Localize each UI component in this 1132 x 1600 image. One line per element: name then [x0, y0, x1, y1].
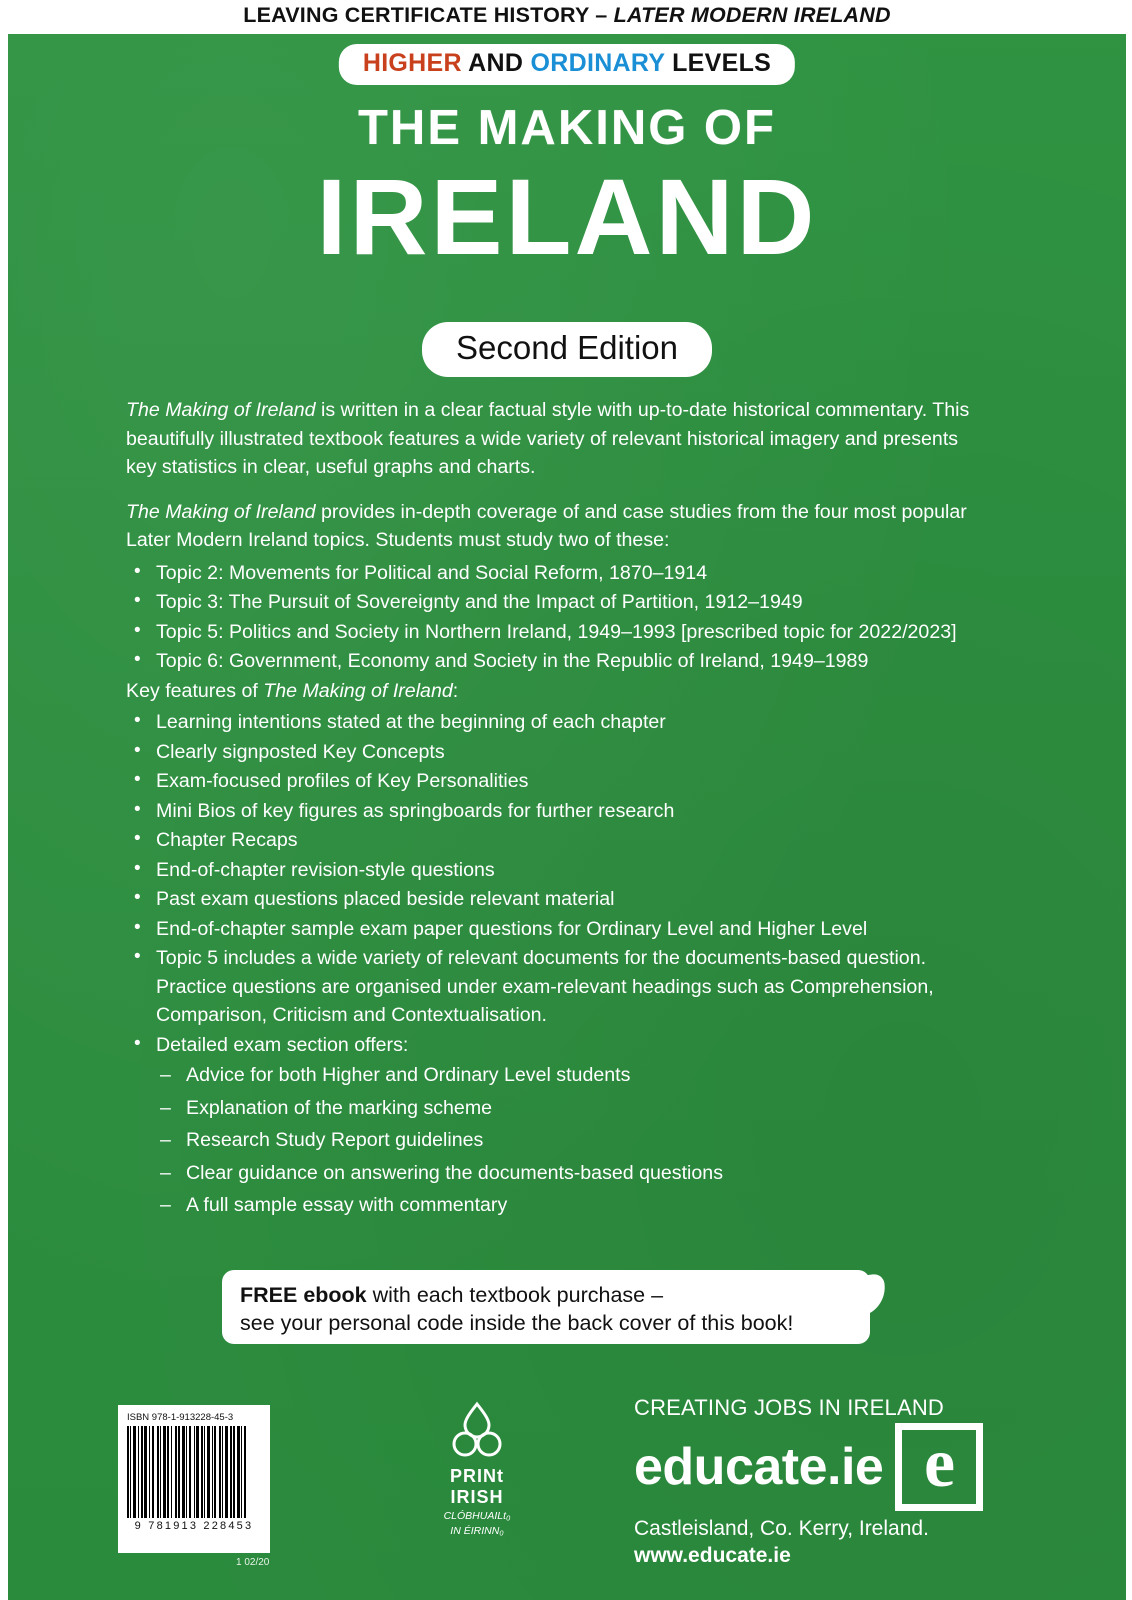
- list-item: • Learning intentions stated at the beginning of each chapter: [126, 708, 986, 737]
- list-item: • Past exam questions placed beside relevant material: [126, 885, 986, 914]
- blurb-paragraph-1: [126, 396, 986, 482]
- print-irish-line-2: IRISH: [450, 1487, 504, 1507]
- key-features-prefix: Key features of: [126, 679, 264, 702]
- blurb-p1-rest: is written in a clear factual style with up-to-date historical commentary. This beautifully illustrated textbook features a wide variety of relevant historical imagery and presents key statistics in clear, useful graphs and charts.: [126, 399, 970, 478]
- print-irish-line-1: PRINt: [450, 1466, 504, 1486]
- list-item: – A full sample essay with commentary: [156, 1191, 986, 1220]
- blurb-p1-title: The Making of Ireland: [126, 399, 316, 421]
- print-code: 1 02/20: [236, 1557, 270, 1568]
- list-item: • Topic 5: Politics and Society in Northern Ireland, 1949–1993 [prescribed topic for 2022/2023]: [126, 618, 986, 647]
- list-item: • Topic 5 includes a wide variety of relevant documents for the documents-based question. Practice questions are organised under exam-relevant headings such as Comprehension, Comparison, Criticism and Contextualisation.: [126, 944, 986, 1030]
- title-line-1: THE MAKING OF: [358, 101, 776, 155]
- series-title: [8, 3, 1126, 28]
- creating-jobs-tagline: CREATING JOBS IN IRELAND: [634, 1395, 944, 1420]
- print-irish-sub-2: IN ÉIRINN₀: [450, 1524, 504, 1537]
- key-features-heading: [126, 677, 986, 706]
- levels-and-label: AND: [461, 49, 531, 77]
- list-item: • Exam-focused profiles of Key Personalities: [126, 767, 986, 796]
- list-item: • Topic 3: The Pursuit of Sovereignty and the Impact of Partition, 1912–1949: [126, 588, 986, 617]
- levels-suffix-label: LEVELS: [664, 49, 772, 77]
- educate-e-letter: e: [924, 1425, 955, 1503]
- isbn-barcode-block: [118, 1405, 270, 1553]
- educate-e-mark-icon: [895, 1423, 983, 1511]
- levels-higher-label: HIGHER: [362, 49, 462, 77]
- ebook-bold-label: FREE ebook: [240, 1283, 367, 1307]
- edition-badge: Second Edition: [422, 322, 712, 377]
- book-back-cover: [8, 0, 1126, 1600]
- list-item: • End-of-chapter revision-style questions: [126, 856, 986, 885]
- ebook-line-2: see your personal code inside the back cover of this book!: [240, 1310, 794, 1335]
- list-item: – Explanation of the marking scheme: [156, 1094, 986, 1123]
- list-item: – Clear guidance on answering the documents-based questions: [156, 1159, 986, 1188]
- header-bar: [8, 0, 1126, 34]
- blurb-paragraph-2: [126, 498, 986, 555]
- exam-section-list: [156, 1061, 986, 1220]
- free-ebook-callout: [222, 1270, 870, 1344]
- book-title: [8, 101, 1126, 277]
- levels-ordinary-label: ORDINARY: [530, 49, 665, 77]
- topics-list: [126, 559, 986, 676]
- ebook-line-1-rest: with each textbook purchase –: [366, 1283, 664, 1307]
- list-item: • Topic 2: Movements for Political and Social Reform, 1870–1914: [126, 559, 986, 588]
- ebook-line-1: [240, 1282, 852, 1310]
- isbn-text: ISBN 978-1-913228-45-3: [127, 1412, 234, 1423]
- exam-section-label: Detailed exam section offers:: [156, 1033, 409, 1056]
- speech-bubble-tail-icon: [837, 1273, 888, 1319]
- blurb-p2-rest: provides in-depth coverage of and case studies from the four most popular Later Modern Ireland topics. Students must study two of these:: [126, 500, 967, 551]
- list-item: – Advice for both Higher and Ordinary Level students: [156, 1061, 986, 1090]
- levels-badge: [339, 44, 795, 85]
- publisher-website[interactable]: www.educate.ie: [634, 1544, 791, 1567]
- barcode-digits: 9 781913 228453: [134, 1520, 254, 1532]
- key-features-suffix: :: [452, 679, 459, 702]
- list-item: • End-of-chapter sample exam paper questions for Ordinary Level and Higher Level: [126, 915, 986, 944]
- series-title-prefix: LEAVING CERTIFICATE HISTORY –: [243, 3, 614, 27]
- list-item: • Chapter Recaps: [126, 826, 986, 855]
- list-item: • Topic 6: Government, Economy and Society in the Republic of Ireland, 1949–1989: [126, 647, 986, 676]
- publisher-block: [634, 1395, 1064, 1568]
- list-item: • Mini Bios of key figures as springboards for further research: [126, 797, 986, 826]
- publisher-name: educate.ie: [634, 1437, 884, 1496]
- title-line-2: IRELAND: [316, 156, 818, 277]
- blurb-body: [126, 396, 986, 1224]
- publisher-logo: [634, 1423, 1064, 1511]
- barcode-icon: [127, 1426, 261, 1518]
- list-item: [126, 1031, 986, 1220]
- print-irish-sub-1: CLÓBHUAILt₀: [443, 1510, 511, 1522]
- list-item: – Research Study Report guidelines: [156, 1126, 986, 1155]
- features-list: [126, 708, 986, 1220]
- list-item: • Clearly signposted Key Concepts: [126, 738, 986, 767]
- publisher-address: Castleisland, Co. Kerry, Ireland.: [634, 1517, 929, 1540]
- print-irish-logo: [402, 1400, 552, 1537]
- series-title-italic: LATER MODERN IRELAND: [613, 3, 891, 27]
- recycle-loop-icon: [447, 1400, 507, 1462]
- key-features-title: The Making of Ireland: [263, 679, 453, 702]
- blurb-p2-title: The Making of Ireland: [126, 500, 316, 523]
